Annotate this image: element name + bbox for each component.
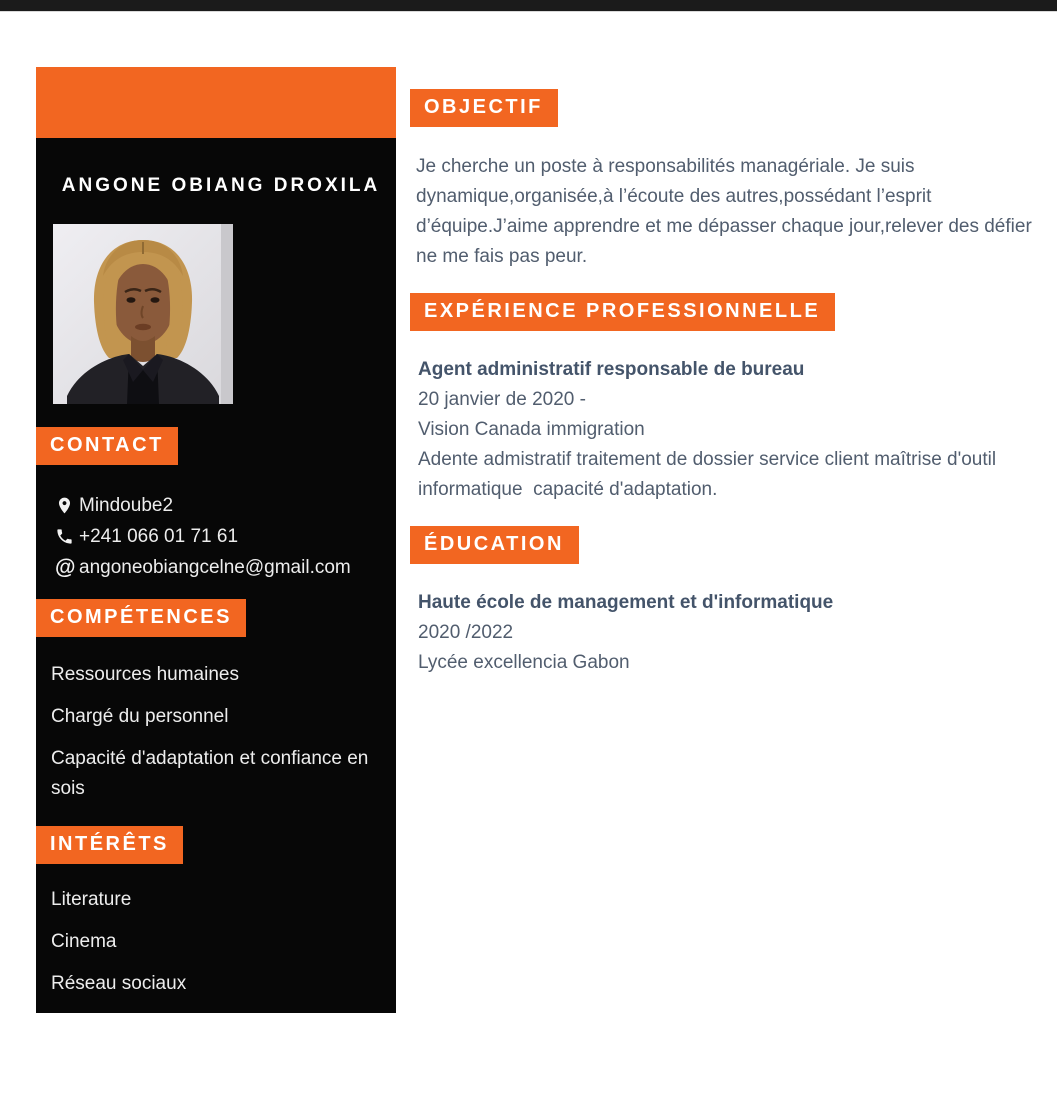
profile-photo [53,224,233,404]
objectif-section-title: OBJECTIF [410,89,558,127]
education-school: Haute école de management et d'informatique [418,592,834,613]
skill-item: Ressources humaines [51,664,239,685]
experience-company: Vision Canada immigration [418,419,645,440]
interests-section-title: INTÉRÊTS [36,826,183,864]
interest-item: Cinema [51,931,117,952]
contact-email: angoneobiangcelne@gmail.com [79,556,351,578]
contact-row-phone [36,521,396,552]
contact-section [36,427,396,465]
education-entry [418,588,1042,678]
contact-phone: +241 066 01 71 61 [79,525,239,547]
objectif-paragraph: Je cherche un poste à responsabilités managériale. Je suis dynamique,organisée,à l’écoute des autres,possédant l’esprit d’équipe.J’aime apprendre et me dépasser chaque jour,relever des défier ne me fais pas peur. [416,156,1032,267]
sidebar [36,67,396,1013]
contact-list [36,490,396,583]
experience-entry [418,355,1042,505]
at-icon: @ [55,555,76,579]
education-section [410,526,1042,564]
education-place: Lycée excellencia Gabon [418,652,630,673]
contact-section-title: CONTACT [36,427,178,465]
experience-section [410,293,1042,331]
education-years: 2020 /2022 [418,622,514,643]
contact-row-email [36,552,396,583]
experience-date: 20 janvier de 2020 - [418,389,586,410]
interest-item: Literature [51,889,132,910]
location-pin-icon [55,495,79,517]
sidebar-orange-block [36,67,396,138]
main-content [410,89,1042,678]
top-bar [0,0,1057,12]
interests-section [36,826,396,864]
phone-icon [55,526,79,548]
education-section-title: ÉDUCATION [410,526,579,564]
skill-item: Capacité d'adaptation et confiance en sois [51,748,369,799]
objectif-section [410,89,1042,127]
interest-item: Réseau sociaux [51,973,187,994]
experience-description: Adente admistratif traitement de dossier service client maîtrise d'outil informatique capacité d'adaptation. [418,449,1002,500]
experience-role: Agent administratif responsable de bureau [418,359,805,380]
skills-section [36,599,396,637]
skills-section-title: COMPÉTENCES [36,599,246,637]
experience-section-title: EXPÉRIENCE PROFESSIONNELLE [410,293,835,331]
contact-location: Mindoube2 [79,494,174,516]
contact-row-location [36,490,396,521]
candidate-name: ANGONE OBIANG DROXILA [61,175,381,196]
skill-item: Chargé du personnel [51,706,229,727]
